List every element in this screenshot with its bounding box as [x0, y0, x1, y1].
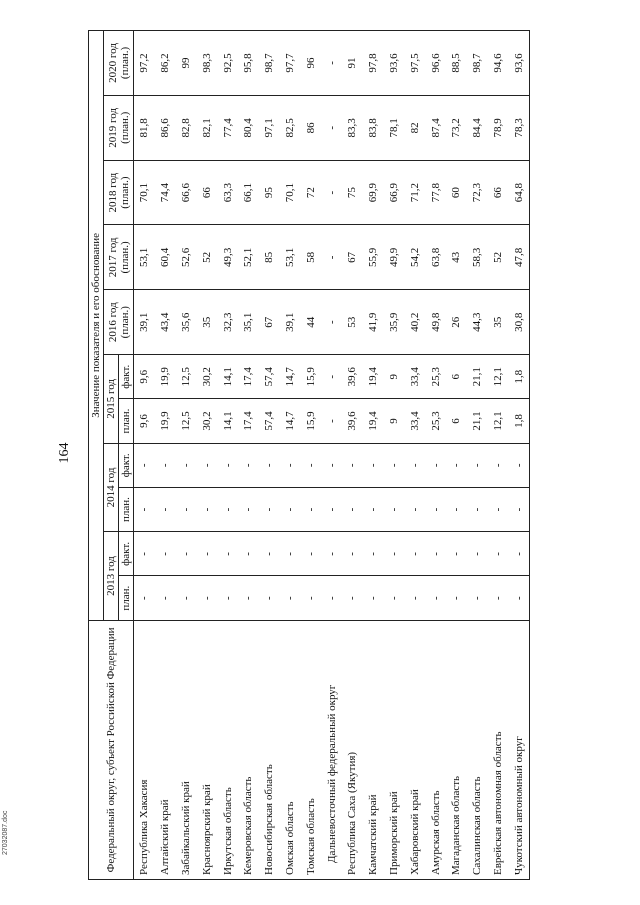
value-cell: 88,5 — [446, 31, 467, 96]
value-cell: - — [321, 487, 342, 531]
value-cell: 98,3 — [196, 31, 217, 96]
value-cell: 9 — [384, 355, 405, 399]
value-cell: - — [363, 487, 384, 531]
region-name: Приморский край — [384, 620, 405, 879]
region-name: Чукотский автономный округ — [508, 620, 529, 879]
header-fact: факт. — [119, 532, 134, 576]
value-cell: - — [155, 576, 176, 620]
value-cell: 82 — [404, 95, 425, 160]
header-fact: факт. — [119, 355, 134, 399]
value-cell: 63,8 — [425, 225, 446, 290]
value-cell: - — [488, 487, 509, 531]
value-cell: - — [217, 532, 238, 576]
value-cell: 52 — [488, 225, 509, 290]
value-cell: 30,8 — [508, 290, 529, 355]
value-cell: - — [259, 576, 280, 620]
region-name: Республика Саха (Якутия) — [342, 620, 363, 879]
value-cell: - — [384, 576, 405, 620]
value-cell: - — [196, 576, 217, 620]
value-cell: - — [404, 487, 425, 531]
value-cell: 70,1 — [280, 160, 301, 225]
value-cell: - — [488, 443, 509, 487]
value-cell: 60,4 — [155, 225, 176, 290]
value-cell: 52,6 — [176, 225, 197, 290]
header-year-2014: 2014 год — [104, 443, 119, 532]
value-cell: 26 — [446, 290, 467, 355]
header-year-2017: 2017 год (план.) — [104, 225, 134, 290]
value-cell: 97,5 — [404, 31, 425, 96]
region-name: Еврейская автономная область — [488, 620, 509, 879]
value-cell: 39,6 — [342, 399, 363, 443]
value-cell: - — [342, 487, 363, 531]
value-cell: 25,3 — [425, 355, 446, 399]
value-cell: - — [238, 532, 259, 576]
table-row — [259, 31, 280, 880]
value-cell: - — [384, 487, 405, 531]
value-cell: 84,4 — [467, 95, 488, 160]
header-year-2015: 2015 год — [104, 355, 119, 444]
value-cell: 58 — [300, 225, 321, 290]
value-cell: 67 — [342, 225, 363, 290]
value-cell: - — [321, 576, 342, 620]
value-cell: - — [300, 443, 321, 487]
value-cell: 66,1 — [238, 160, 259, 225]
value-cell: 33,4 — [404, 355, 425, 399]
value-cell: 54,2 — [404, 225, 425, 290]
value-cell: - — [300, 532, 321, 576]
value-cell: 93,6 — [508, 31, 529, 96]
value-cell: 57,4 — [259, 399, 280, 443]
value-cell: - — [508, 487, 529, 531]
region-name: Магаданская область — [446, 620, 467, 879]
value-cell: 72,3 — [467, 160, 488, 225]
value-cell: 70,1 — [134, 160, 155, 225]
value-cell: 35,1 — [238, 290, 259, 355]
value-cell: 77,4 — [217, 95, 238, 160]
value-cell: - — [363, 532, 384, 576]
table-row — [321, 31, 342, 880]
value-cell: - — [446, 443, 467, 487]
value-cell: 14,7 — [280, 355, 301, 399]
region-name: Сахалинская область — [467, 620, 488, 879]
value-cell: 1,8 — [508, 399, 529, 443]
value-cell: - — [425, 487, 446, 531]
value-cell: - — [425, 443, 446, 487]
value-cell: 53,1 — [280, 225, 301, 290]
value-cell: - — [238, 576, 259, 620]
value-cell: 82,1 — [196, 95, 217, 160]
value-cell: - — [155, 532, 176, 576]
table-row — [488, 31, 509, 880]
value-cell: - — [363, 443, 384, 487]
value-cell: 60 — [446, 160, 467, 225]
value-cell: 97,1 — [259, 95, 280, 160]
region-name: Омская область — [280, 620, 301, 879]
value-cell: 55,9 — [363, 225, 384, 290]
value-cell: 35 — [196, 290, 217, 355]
value-cell: - — [425, 576, 446, 620]
value-cell: 93,6 — [384, 31, 405, 96]
header-year-2019: 2019 год (план.) — [104, 95, 134, 160]
value-cell: 44 — [300, 290, 321, 355]
value-cell: 99 — [176, 31, 197, 96]
region-name: Кемеровская область — [238, 620, 259, 879]
value-cell: 73,2 — [446, 95, 467, 160]
value-cell: 86,2 — [155, 31, 176, 96]
header-plan: план. — [119, 487, 134, 531]
table-row — [238, 31, 259, 880]
value-cell: 66,9 — [384, 160, 405, 225]
region-name: Дальневосточный федеральный округ — [321, 620, 342, 879]
value-cell: 43 — [446, 225, 467, 290]
value-cell: 21,1 — [467, 355, 488, 399]
region-name: Томская область — [300, 620, 321, 879]
value-cell: 35,9 — [384, 290, 405, 355]
value-cell: 43,4 — [155, 290, 176, 355]
region-name: Красноярский край — [196, 620, 217, 879]
value-cell: - — [280, 576, 301, 620]
region-name: Алтайский край — [155, 620, 176, 879]
value-cell: - — [176, 532, 197, 576]
value-cell: - — [363, 576, 384, 620]
value-cell: - — [176, 576, 197, 620]
value-cell: - — [238, 443, 259, 487]
value-cell: 14,1 — [217, 399, 238, 443]
value-cell: - — [155, 487, 176, 531]
value-cell: 83,3 — [342, 95, 363, 160]
table-row — [342, 31, 363, 880]
value-cell: 98,7 — [467, 31, 488, 96]
value-cell: - — [321, 399, 342, 443]
value-cell: - — [446, 576, 467, 620]
value-cell: 92,5 — [217, 31, 238, 96]
value-cell: - — [155, 443, 176, 487]
table-row — [425, 31, 446, 880]
page-number: 164 — [57, 442, 72, 464]
region-name: Амурская область — [425, 620, 446, 879]
header-year-2020: 2020 год (план.) — [104, 31, 134, 96]
value-cell: - — [508, 576, 529, 620]
header-year-2016: 2016 год (план.) — [104, 290, 134, 355]
value-cell: 78,3 — [508, 95, 529, 160]
value-cell: 14,7 — [280, 399, 301, 443]
value-cell: - — [342, 576, 363, 620]
value-cell: 78,9 — [488, 95, 509, 160]
value-cell: 69,9 — [363, 160, 384, 225]
value-cell: 19,4 — [363, 399, 384, 443]
value-cell: - — [280, 532, 301, 576]
value-cell: 81,8 — [134, 95, 155, 160]
value-cell: 49,8 — [425, 290, 446, 355]
value-cell: 98,7 — [259, 31, 280, 96]
value-cell: 95,8 — [238, 31, 259, 96]
value-cell: - — [404, 576, 425, 620]
table-body — [134, 31, 530, 880]
value-cell: 17,4 — [238, 399, 259, 443]
table-row — [363, 31, 384, 880]
value-cell: 66,6 — [176, 160, 197, 225]
value-cell: 12,5 — [176, 355, 197, 399]
value-cell: - — [321, 532, 342, 576]
value-cell: - — [508, 443, 529, 487]
value-cell: - — [404, 532, 425, 576]
header-fact: факт. — [119, 443, 134, 487]
value-cell: - — [321, 31, 342, 96]
table-row — [134, 31, 155, 880]
value-cell: 63,3 — [217, 160, 238, 225]
value-cell: 71,2 — [404, 160, 425, 225]
value-cell: 14,1 — [217, 355, 238, 399]
value-cell: - — [280, 443, 301, 487]
value-cell: - — [259, 487, 280, 531]
value-cell: - — [321, 160, 342, 225]
value-cell: 12,1 — [488, 355, 509, 399]
value-cell: 96,6 — [425, 31, 446, 96]
value-cell: - — [176, 443, 197, 487]
value-cell: - — [196, 443, 217, 487]
header-year-2013: 2013 год — [104, 532, 119, 621]
table-row — [280, 31, 301, 880]
indicator-table — [88, 30, 530, 880]
table-row — [404, 31, 425, 880]
value-cell: 86 — [300, 95, 321, 160]
table-row — [217, 31, 238, 880]
value-cell: 49,9 — [384, 225, 405, 290]
value-cell: 67 — [259, 290, 280, 355]
value-cell: - — [321, 225, 342, 290]
region-name: Забайкальский край — [176, 620, 197, 879]
value-cell: 47,8 — [508, 225, 529, 290]
value-cell: - — [342, 443, 363, 487]
value-cell: 6 — [446, 399, 467, 443]
value-cell: - — [488, 576, 509, 620]
value-cell: 35 — [488, 290, 509, 355]
value-cell: 30,2 — [196, 355, 217, 399]
value-cell: - — [342, 532, 363, 576]
value-cell: 6 — [446, 355, 467, 399]
table-row — [155, 31, 176, 880]
value-cell: 75 — [342, 160, 363, 225]
value-cell: 58,3 — [467, 225, 488, 290]
value-cell: 72 — [300, 160, 321, 225]
table-row — [300, 31, 321, 880]
header-plan: план. — [119, 576, 134, 620]
value-cell: - — [217, 487, 238, 531]
value-cell: 66 — [196, 160, 217, 225]
value-cell: 19,9 — [155, 355, 176, 399]
rotated-table-container — [88, 30, 528, 880]
value-cell: - — [259, 443, 280, 487]
value-cell: 44,3 — [467, 290, 488, 355]
value-cell: 9,6 — [134, 355, 155, 399]
value-cell: 19,9 — [155, 399, 176, 443]
value-cell: - — [300, 487, 321, 531]
value-cell: 82,5 — [280, 95, 301, 160]
value-cell: - — [321, 95, 342, 160]
value-cell: 40,2 — [404, 290, 425, 355]
value-cell: - — [321, 290, 342, 355]
value-cell: 49,3 — [217, 225, 238, 290]
value-cell: 39,1 — [134, 290, 155, 355]
region-name: Иркутская область — [217, 620, 238, 879]
table-row — [384, 31, 405, 880]
value-cell: - — [134, 443, 155, 487]
value-cell: - — [321, 443, 342, 487]
value-cell: 77,8 — [425, 160, 446, 225]
value-cell: 66 — [488, 160, 509, 225]
value-cell: - — [321, 355, 342, 399]
value-cell: - — [404, 443, 425, 487]
value-cell: 97,7 — [280, 31, 301, 96]
value-cell: 39,6 — [342, 355, 363, 399]
value-cell: 96 — [300, 31, 321, 96]
value-cell: 83,8 — [363, 95, 384, 160]
header-plan: план. — [119, 399, 134, 443]
value-cell: 33,4 — [404, 399, 425, 443]
value-cell: 97,8 — [363, 31, 384, 96]
value-cell: 94,6 — [488, 31, 509, 96]
value-cell: 74,4 — [155, 160, 176, 225]
table-row — [176, 31, 197, 880]
value-cell: 9 — [384, 399, 405, 443]
value-cell: 87,4 — [425, 95, 446, 160]
value-cell: 97,2 — [134, 31, 155, 96]
value-cell: 35,6 — [176, 290, 197, 355]
value-cell: 57,4 — [259, 355, 280, 399]
value-cell: 80,4 — [238, 95, 259, 160]
value-cell: - — [217, 576, 238, 620]
value-cell: 91 — [342, 31, 363, 96]
value-cell: 78,1 — [384, 95, 405, 160]
value-cell: - — [467, 487, 488, 531]
value-cell: - — [259, 532, 280, 576]
value-cell: 30,2 — [196, 399, 217, 443]
value-cell: 39,1 — [280, 290, 301, 355]
value-cell: - — [508, 532, 529, 576]
value-cell: 1,8 — [508, 355, 529, 399]
header-group-title: Значение показателя и его обоснование — [89, 31, 104, 621]
value-cell: - — [488, 532, 509, 576]
value-cell: - — [425, 532, 446, 576]
value-cell: 52,1 — [238, 225, 259, 290]
region-name: Республика Хакасия — [134, 620, 155, 879]
value-cell: 82,8 — [176, 95, 197, 160]
region-name: Камчатский край — [363, 620, 384, 879]
value-cell: - — [446, 532, 467, 576]
header-year-2018: 2018 год (план.) — [104, 160, 134, 225]
table-row — [467, 31, 488, 880]
value-cell: - — [176, 487, 197, 531]
value-cell: - — [238, 487, 259, 531]
table-row — [508, 31, 529, 880]
value-cell: - — [384, 532, 405, 576]
value-cell: 15,9 — [300, 399, 321, 443]
value-cell: 85 — [259, 225, 280, 290]
value-cell: 95 — [259, 160, 280, 225]
header-region: Федеральный округ, субъект Российской Федерации — [89, 620, 134, 879]
value-cell: - — [384, 443, 405, 487]
value-cell: - — [467, 443, 488, 487]
value-cell: - — [300, 576, 321, 620]
value-cell: 52 — [196, 225, 217, 290]
value-cell: - — [280, 487, 301, 531]
table-row — [196, 31, 217, 880]
value-cell: - — [134, 532, 155, 576]
footer-reference: 27032087.doc — [2, 810, 9, 855]
value-cell: 21,1 — [467, 399, 488, 443]
value-cell: - — [467, 532, 488, 576]
value-cell: 17,4 — [238, 355, 259, 399]
value-cell: 53 — [342, 290, 363, 355]
value-cell: - — [446, 487, 467, 531]
value-cell: 19,4 — [363, 355, 384, 399]
value-cell: 41,9 — [363, 290, 384, 355]
region-name: Новосибирская область — [259, 620, 280, 879]
value-cell: - — [217, 443, 238, 487]
value-cell: 9,6 — [134, 399, 155, 443]
value-cell: 32,3 — [217, 290, 238, 355]
table-row — [446, 31, 467, 880]
value-cell: 25,3 — [425, 399, 446, 443]
value-cell: - — [134, 487, 155, 531]
value-cell: 86,6 — [155, 95, 176, 160]
value-cell: 12,5 — [176, 399, 197, 443]
value-cell: - — [467, 576, 488, 620]
value-cell: 64,8 — [508, 160, 529, 225]
value-cell: - — [196, 532, 217, 576]
value-cell: 12,1 — [488, 399, 509, 443]
value-cell: 15,9 — [300, 355, 321, 399]
value-cell: - — [196, 487, 217, 531]
value-cell: - — [134, 576, 155, 620]
value-cell: 53,1 — [134, 225, 155, 290]
region-name: Хабаровский край — [404, 620, 425, 879]
